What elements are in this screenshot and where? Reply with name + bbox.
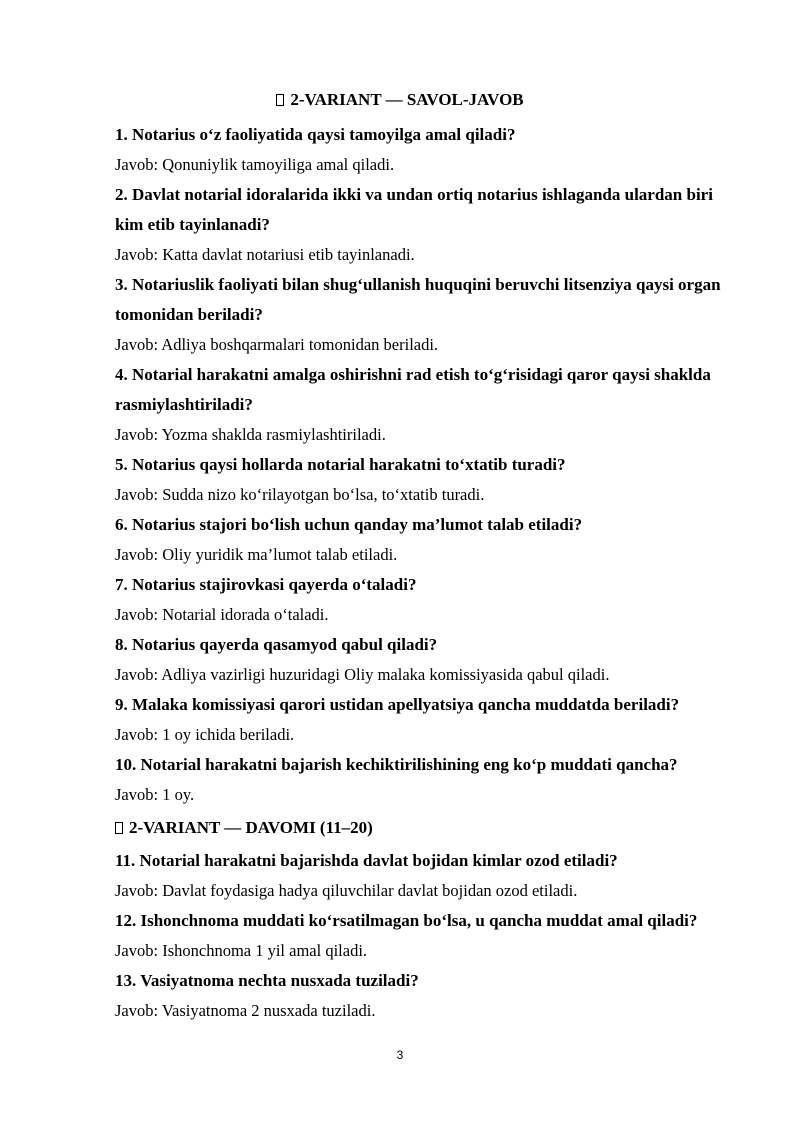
answer-12: Javob: Ishonchnoma 1 yil amal qiladi. [115,941,368,960]
square-box-icon [276,94,284,106]
answer-5: Javob: Sudda nizo ko‘rilayotgan bo‘lsa, to‘xtatib turadi. [115,485,485,504]
question-9: 9. Malaka komissiyasi qarori ustidan apellyatsiya qancha muddatda beriladi? [115,695,680,714]
question-13: 13. Vasiyatnoma nechta nusxada tuziladi? [115,971,419,990]
answer-2: Javob: Katta davlat notariusi etib tayinlanadi. [115,245,415,264]
question-5: 5. Notarius qaysi hollarda notarial harakatni to‘xtatib turadi? [115,455,566,474]
section-heading-text: 2-VARIANT — SAVOL-JAVOB [290,90,524,109]
section-heading-variant [0,90,800,110]
answer-7: Javob: Notarial idorada o‘taladi. [115,605,329,624]
question-12: 12. Ishonchnoma muddati ko‘rsatilmagan bo‘lsa, u qancha muddat amal qiladi? [115,911,698,930]
question-8: 8. Notarius qayerda qasamyod qabul qiladi? [115,635,438,654]
question-1: 1. Notarius o‘z faoliyatida qaysi tamoyilga amal qiladi? [115,125,516,144]
answer-9: Javob: 1 oy ichida beriladi. [115,725,295,744]
answer-11: Javob: Davlat foydasiga hadya qiluvchilar davlat bojidan ozod etiladi. [115,881,578,900]
answer-1: Javob: Qonuniylik tamoyiliga amal qiladi. [115,155,395,174]
square-box-icon [115,822,123,834]
answer-6: Javob: Oliy yuridik ma’lumot talab etiladi. [115,545,398,564]
page-number: 3 [396,1048,404,1062]
answer-10: Javob: 1 oy. [115,785,195,804]
answer-4: Javob: Yozma shaklda rasmiylashtiriladi. [115,425,386,444]
section-heading-continuation [115,818,373,838]
question-3: 3. Notariuslik faoliyati bilan shug‘ullanish huquqini beruvchi litsenziya qaysi organ tomonidan beriladi? [115,275,721,324]
answer-13: Javob: Vasiyatnoma 2 nusxada tuziladi. [115,1001,376,1020]
answer-3: Javob: Adliya boshqarmalari tomonidan beriladi. [115,335,439,354]
answer-8: Javob: Adliya vazirligi huzuridagi Oliy malaka komissiyasida qabul qiladi. [115,665,610,684]
question-2: 2. Davlat notarial idoralarida ikki va undan ortiq notarius ishlaganda ulardan biri kim etib tayinlanadi? [115,185,713,234]
section-heading-text: 2-VARIANT — DAVOMI (11–20) [129,818,373,837]
question-7: 7. Notarius stajirovkasi qayerda o‘taladi? [115,575,417,594]
question-10: 10. Notarial harakatni bajarish kechiktirilishining eng ko‘p muddati qancha? [115,755,678,774]
question-4: 4. Notarial harakatni amalga oshirishni rad etish to‘g‘risidagi qaror qaysi shaklda rasmiylashtiriladi? [115,365,711,414]
question-11: 11. Notarial harakatni bajarishda davlat bojidan kimlar ozod etiladi? [115,851,618,870]
question-6: 6. Notarius stajori bo‘lish uchun qanday ma’lumot talab etiladi? [115,515,583,534]
